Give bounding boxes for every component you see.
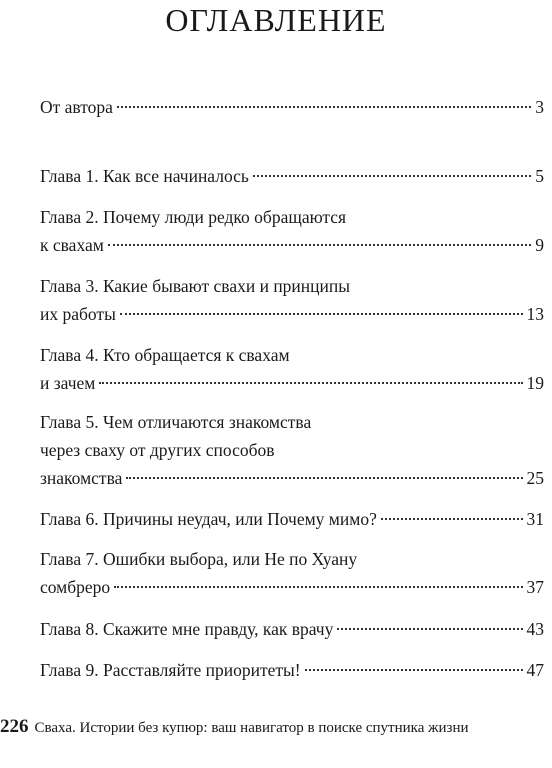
toc-entry — [40, 656, 544, 684]
toc-entry — [40, 545, 544, 601]
toc-dot-leader — [305, 669, 523, 671]
toc-entry-title: Глава 1. Как все начиналось — [40, 166, 249, 186]
toc-dot-leader — [337, 628, 522, 630]
toc-page-number: 5 — [535, 166, 544, 186]
page-footer — [0, 716, 552, 738]
toc-entry-title-continued: через сваху от других способов — [40, 440, 275, 460]
toc-entry-title: От автора — [40, 97, 113, 117]
toc-entry — [40, 203, 544, 259]
toc-entry — [40, 505, 544, 533]
toc-entry-title: Глава 5. Чем отличаются знакомства — [40, 412, 312, 432]
page-title: ОГЛАВЛЕНИЕ — [165, 2, 387, 38]
toc-dot-leader — [108, 244, 531, 246]
toc-entry-title: Глава 3. Какие бывают свахи и принципы — [40, 276, 351, 296]
toc-dot-leader — [381, 518, 523, 520]
toc-entry-title: Глава 7. Ошибки выбора, или Не по Хуану — [40, 549, 358, 569]
toc-entry-title-continued: сомбреро — [40, 577, 111, 597]
toc-page-number: 43 — [526, 619, 544, 639]
toc-entry-title-continued: и зачем — [40, 373, 96, 393]
toc-dot-leader — [253, 175, 531, 177]
toc-entry — [40, 93, 544, 121]
toc-dot-leader — [117, 106, 531, 108]
toc-entry — [40, 272, 544, 328]
toc-entry-title: Глава 9. Расставляйте приоритеты! — [40, 660, 301, 680]
toc-entry-title-continued: к свахам — [40, 235, 104, 255]
toc-page-number: 47 — [526, 660, 544, 680]
toc-dot-leader — [99, 382, 522, 384]
toc-entry-title: Глава 2. Почему люди редко обращаются — [40, 207, 347, 227]
toc-page-number: 19 — [526, 373, 544, 393]
toc-page-number: 9 — [535, 235, 544, 255]
footer-page-number: 226 — [0, 716, 29, 737]
toc-page-number: 3 — [535, 97, 544, 117]
toc-entry-title-continued: их работы — [40, 304, 116, 324]
toc-page-number: 25 — [526, 468, 544, 488]
toc-entry-title: Глава 4. Кто обращается к свахам — [40, 345, 290, 365]
toc-entry — [40, 408, 544, 492]
toc-entry-title: Глава 8. Скажите мне правду, как врачу — [40, 619, 334, 639]
toc-entry-title-continued: знакомства — [40, 468, 123, 488]
toc-entry — [40, 341, 544, 397]
footer-running-title: Сваха. Истории без купюр: ваш навигатор в поиске спутника жизни — [34, 720, 469, 736]
toc-entry-title: Глава 6. Причины неудач, или Почему мимо? — [40, 509, 377, 529]
toc-entry — [40, 615, 544, 643]
toc-page-number: 37 — [526, 577, 544, 597]
toc-entry — [40, 162, 544, 190]
toc-dot-leader — [120, 313, 523, 315]
toc-dot-leader — [114, 586, 522, 588]
toc-page-number: 13 — [526, 304, 544, 324]
toc-page-number: 31 — [526, 509, 544, 529]
toc-dot-leader — [126, 477, 522, 479]
